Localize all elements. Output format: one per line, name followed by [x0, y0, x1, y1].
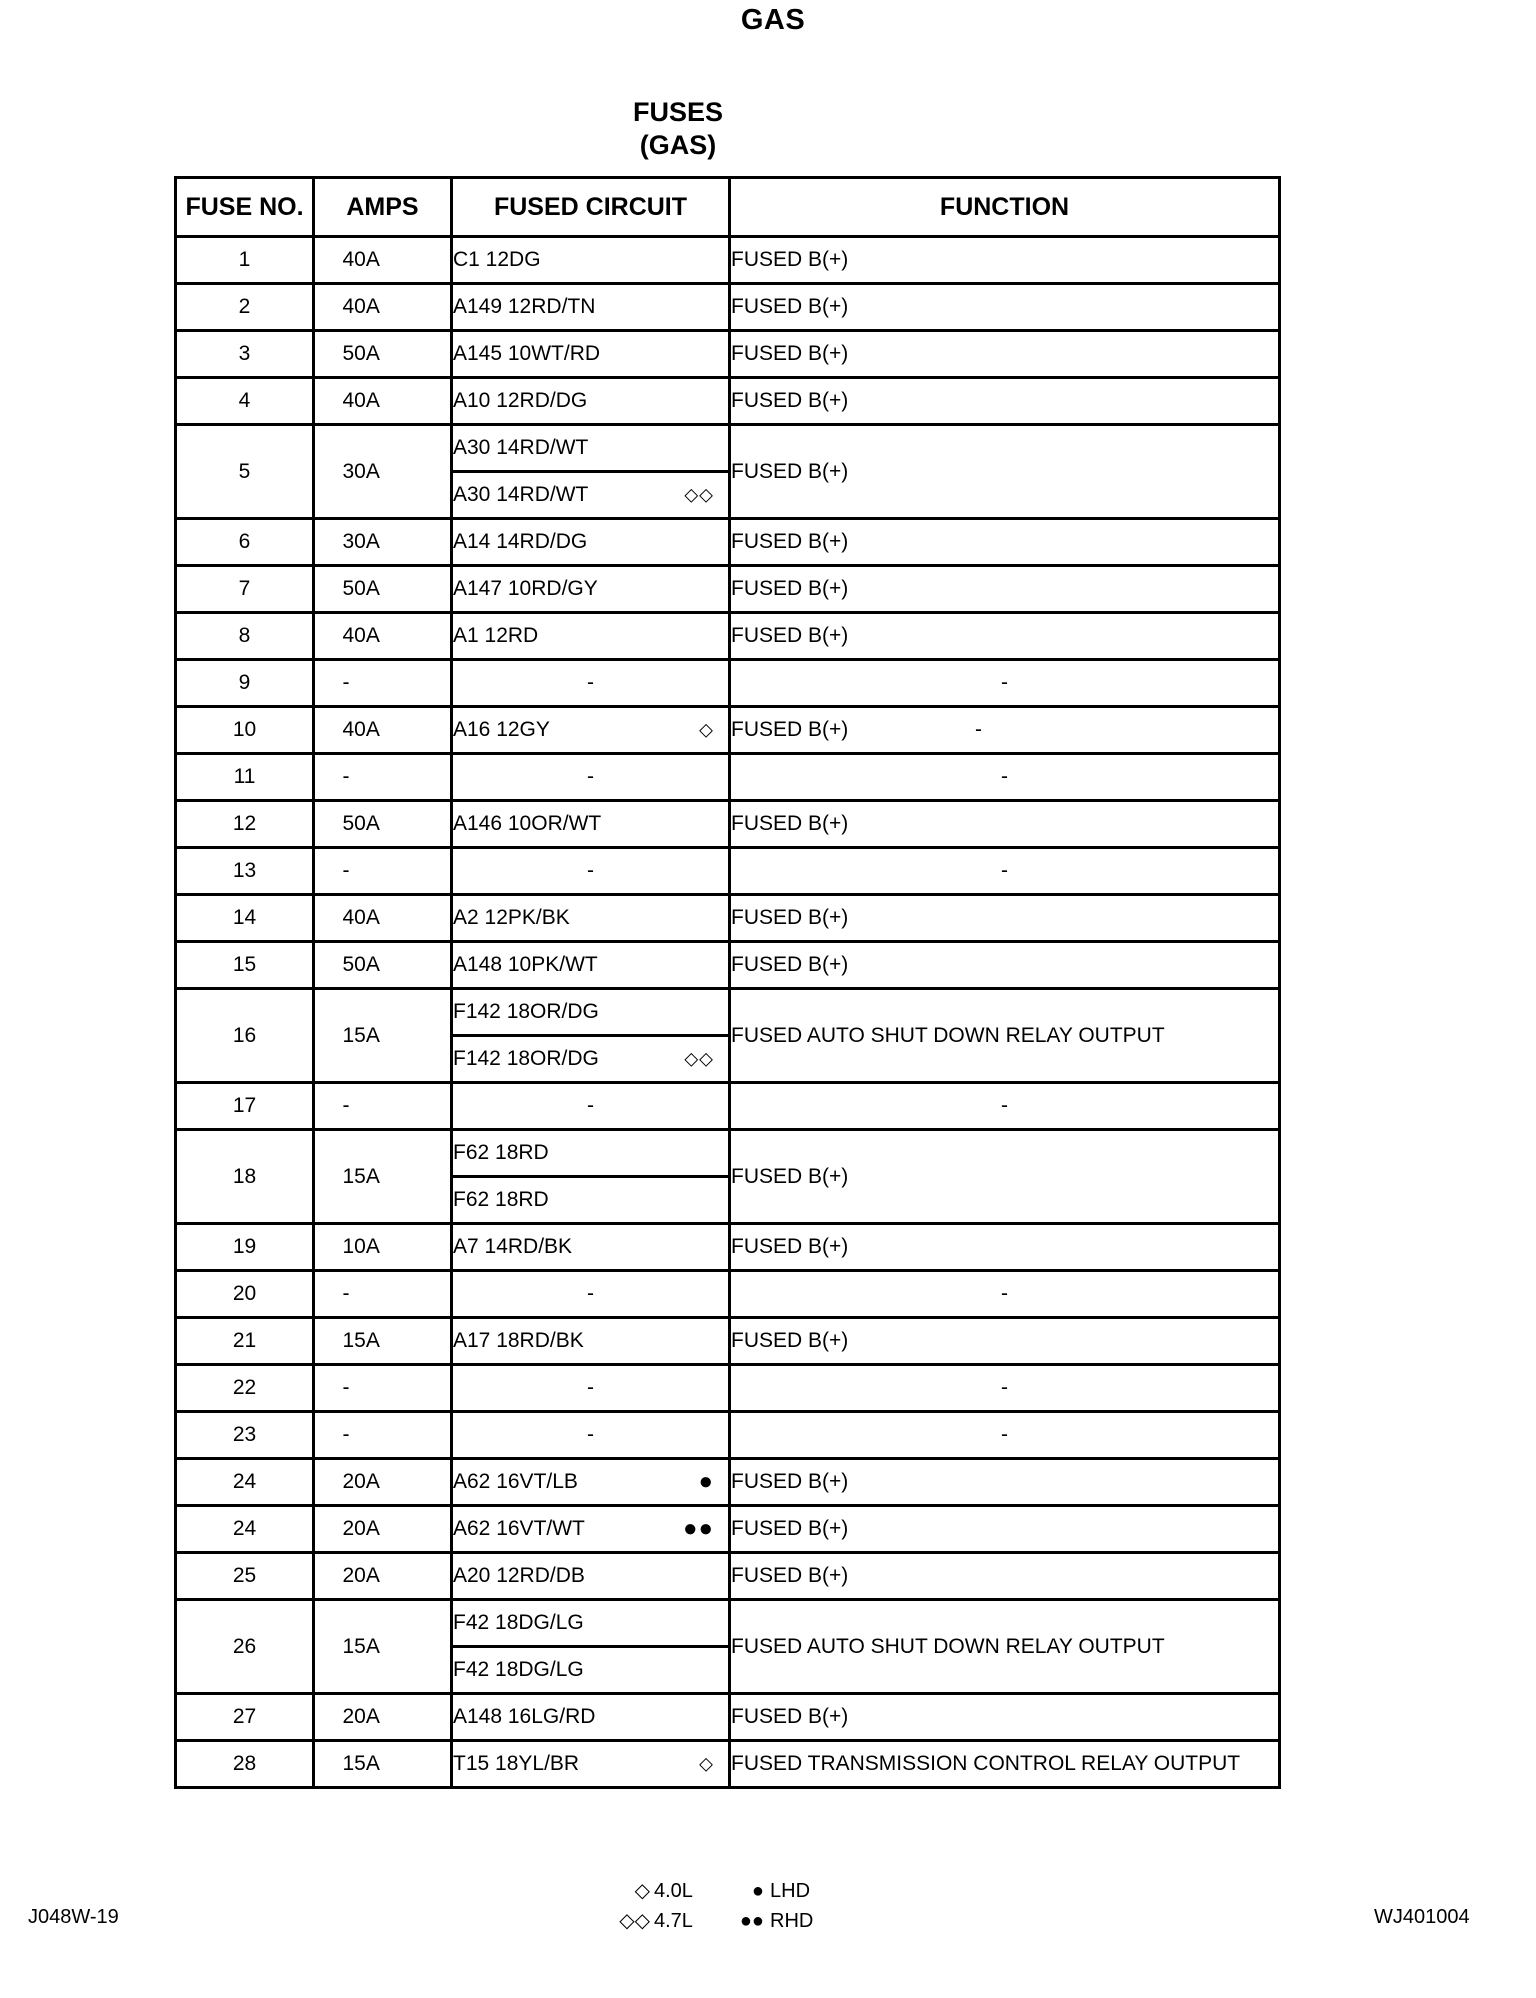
header-fused-circuit: FUSED CIRCUIT [452, 178, 730, 237]
fused-circuit-cell [452, 848, 730, 895]
table-row [176, 1459, 1280, 1506]
fused-circuit-value: A146 10OR/WT [453, 812, 602, 835]
table-row [176, 1130, 1280, 1177]
engine-variant-symbol: ◇◇ [684, 1048, 714, 1069]
amps-value: 30A [342, 459, 380, 483]
amps-value: 15A [342, 1634, 380, 1658]
fused-circuit-cell [452, 331, 730, 378]
fused-circuit-value: F62 18RD [453, 1141, 549, 1164]
fused-circuit-cell [452, 1224, 730, 1271]
fused-circuit-cell [452, 284, 730, 331]
function-cell [730, 1224, 1280, 1271]
function-cell [730, 1318, 1280, 1365]
amps-cell [314, 566, 452, 613]
function-cell [730, 1459, 1280, 1506]
legend-symbol: ● [751, 1880, 764, 1902]
amps-value: 40A [342, 718, 380, 741]
fused-circuit-value: F42 18DG/LG [453, 1611, 584, 1634]
fuse-number-cell: 7 [176, 566, 314, 613]
amps-cell [314, 378, 452, 425]
table-row [176, 237, 1280, 284]
fuse-number-cell: 1 [176, 237, 314, 284]
fused-circuit-cell [452, 989, 730, 1036]
amps-cell [314, 613, 452, 660]
amps-cell [314, 331, 452, 378]
table-row [176, 660, 1280, 707]
header-amps: AMPS [314, 178, 452, 237]
amps-cell [314, 1694, 452, 1741]
amps-value: 15A [342, 1164, 380, 1188]
function-cell [730, 1083, 1280, 1130]
fuse-number-cell: 25 [176, 1553, 314, 1600]
table-title [552, 96, 804, 162]
function-value: FUSED B(+) [731, 342, 849, 365]
amps-value: 15A [342, 1752, 380, 1775]
table-row [176, 801, 1280, 848]
function-value: FUSED B(+) [731, 1705, 849, 1728]
fused-circuit-cell [452, 519, 730, 566]
amps-cell [314, 1600, 452, 1694]
fuse-number-cell: 28 [176, 1741, 314, 1788]
function-value: - [1001, 859, 1008, 882]
fused-circuit-value: C1 12DG [453, 248, 541, 271]
fuse-number-cell: 3 [176, 331, 314, 378]
header-function: FUNCTION [730, 178, 1280, 237]
amps-cell [314, 801, 452, 848]
function-cell [730, 284, 1280, 331]
function-value: FUSED B(+) [731, 1470, 849, 1493]
function-cell [730, 519, 1280, 566]
fuse-number-cell: 16 [176, 989, 314, 1083]
figure-code-left: J048W-19 [28, 1906, 119, 1928]
table-title-line2: (GAS) [639, 130, 717, 160]
fused-circuit-value: - [587, 765, 594, 788]
function-cell [730, 754, 1280, 801]
function-value: - [1001, 1282, 1008, 1305]
fused-circuit-value: A147 10RD/GY [453, 577, 598, 600]
fused-circuit-cell [452, 1506, 730, 1553]
fused-circuit-value: - [587, 859, 594, 882]
fuse-number-cell: 20 [176, 1271, 314, 1318]
fuse-number-cell: 2 [176, 284, 314, 331]
amps-value: - [342, 671, 350, 694]
amps-value: 50A [342, 953, 380, 976]
table-row [176, 1365, 1280, 1412]
fuse-number-cell: 24 [176, 1506, 314, 1553]
table-row [176, 331, 1280, 378]
fused-circuit-cell [452, 1036, 730, 1083]
fuse-number-cell: 14 [176, 895, 314, 942]
amps-cell [314, 425, 452, 519]
fused-circuit-value: F62 18RD [453, 1188, 549, 1211]
fused-circuit-cell [452, 942, 730, 989]
fused-circuit-value: A30 14RD/WT [453, 436, 589, 459]
fused-circuit-value: - [587, 1423, 594, 1446]
function-value: FUSED B(+) [731, 1329, 849, 1352]
amps-cell [314, 707, 452, 754]
amps-value: 30A [342, 530, 380, 553]
table-row [176, 1318, 1280, 1365]
amps-value: 40A [342, 624, 380, 647]
legend-row [570, 1906, 813, 1936]
function-value: FUSED B(+) [731, 906, 849, 929]
fuse-number-cell: 24 [176, 1459, 314, 1506]
function-value: FUSED TRANSMISSION CONTROL RELAY OUTPUT [731, 1752, 1241, 1775]
fused-circuit-cell [452, 1083, 730, 1130]
fuse-number-cell: 8 [176, 613, 314, 660]
amps-value: 10A [342, 1235, 380, 1258]
function-value: FUSED AUTO SHUT DOWN RELAY OUTPUT [731, 1023, 1165, 1047]
amps-cell [314, 1741, 452, 1788]
amps-cell [314, 1083, 452, 1130]
function-value: FUSED B(+) [731, 1517, 849, 1540]
fuse-table [174, 176, 1281, 1789]
fuse-number-cell: 19 [176, 1224, 314, 1271]
amps-cell [314, 1459, 452, 1506]
function-cell [730, 1506, 1280, 1553]
fused-circuit-cell [452, 1553, 730, 1600]
function-value: FUSED B(+) [731, 624, 849, 647]
function-value: - [1001, 1376, 1008, 1399]
header-row [176, 178, 1280, 237]
function-cell [730, 707, 1280, 754]
engine-variant-symbol: ● [698, 1468, 714, 1495]
fused-circuit-value: F142 18OR/DG [453, 1047, 599, 1070]
legend [570, 1876, 813, 1936]
page-title: GAS [740, 4, 806, 36]
function-value: FUSED B(+) [731, 295, 849, 318]
table-row [176, 1553, 1280, 1600]
fused-circuit-cell [452, 1365, 730, 1412]
function-value: - [1001, 671, 1008, 694]
fused-circuit-value: A7 14RD/BK [453, 1235, 573, 1258]
function-cell [730, 848, 1280, 895]
fused-circuit-value: A20 12RD/DB [453, 1564, 585, 1587]
amps-value: 20A [342, 1564, 380, 1587]
amps-value: 40A [342, 248, 380, 271]
amps-cell [314, 942, 452, 989]
function-value: FUSED B(+) [731, 577, 849, 600]
fused-circuit-value: A10 12RD/DG [453, 389, 588, 412]
legend-symbol: ●● [739, 1910, 764, 1932]
legend-label: 4.0L [654, 1880, 693, 1902]
fused-circuit-value: A62 16VT/WT [453, 1517, 585, 1540]
table-row [176, 707, 1280, 754]
fused-circuit-value: F42 18DG/LG [453, 1658, 584, 1681]
fuse-number-cell: 13 [176, 848, 314, 895]
fused-circuit-cell [452, 472, 730, 519]
fused-circuit-value: A148 10PK/WT [453, 953, 598, 976]
table-row [176, 1083, 1280, 1130]
table-row [176, 848, 1280, 895]
legend-row [570, 1876, 813, 1906]
function-cell [730, 378, 1280, 425]
fused-circuit-cell [452, 1600, 730, 1647]
amps-cell [314, 1224, 452, 1271]
amps-cell [314, 895, 452, 942]
fused-circuit-cell [452, 895, 730, 942]
table-row [176, 1694, 1280, 1741]
amps-cell [314, 1506, 452, 1553]
table-row [176, 895, 1280, 942]
amps-value: 40A [342, 295, 380, 318]
table-row [176, 519, 1280, 566]
fused-circuit-cell [452, 1318, 730, 1365]
amps-value: - [342, 1282, 350, 1305]
header-fuse-no: FUSE NO. [176, 178, 314, 237]
amps-value: - [342, 1094, 350, 1117]
function-cell [730, 1741, 1280, 1788]
fuse-number-cell: 21 [176, 1318, 314, 1365]
legend-label: 4.7L [654, 1910, 693, 1932]
table-row [176, 1412, 1280, 1459]
legend-label: RHD [770, 1910, 814, 1932]
table-row [176, 942, 1280, 989]
function-cell [730, 895, 1280, 942]
fused-circuit-cell [452, 1271, 730, 1318]
amps-cell [314, 1553, 452, 1600]
function-cell [730, 1553, 1280, 1600]
function-cell [730, 331, 1280, 378]
function-value: FUSED B(+) [731, 812, 849, 835]
fuse-number-cell: 4 [176, 378, 314, 425]
fused-circuit-value: F142 18OR/DG [453, 1000, 599, 1023]
amps-value: - [342, 765, 350, 788]
fused-circuit-cell [452, 1177, 730, 1224]
fuse-number-cell: 18 [176, 1130, 314, 1224]
fused-circuit-cell [452, 1412, 730, 1459]
fused-circuit-cell [452, 707, 730, 754]
amps-cell [314, 1130, 452, 1224]
engine-variant-symbol: ●● [683, 1515, 714, 1542]
fused-circuit-cell [452, 1130, 730, 1177]
table-row [176, 613, 1280, 660]
fused-circuit-cell [452, 754, 730, 801]
function-value: FUSED B(+) [731, 1164, 849, 1188]
amps-value: 50A [342, 812, 380, 835]
function-cell [730, 1130, 1280, 1224]
table-title-line1: FUSES [632, 97, 724, 127]
function-cell [730, 942, 1280, 989]
amps-cell [314, 284, 452, 331]
function-cell [730, 1271, 1280, 1318]
table-row [176, 754, 1280, 801]
fuse-number-cell: 12 [176, 801, 314, 848]
function-cell [730, 660, 1280, 707]
fused-circuit-value: T15 18YL/BR [453, 1752, 580, 1775]
amps-value: 20A [342, 1470, 380, 1493]
function-extra-value: - [975, 718, 982, 741]
figure-code-right: WJ401004 [1374, 1906, 1470, 1928]
legend-symbol: ◇ [634, 1880, 650, 1902]
legend-label: LHD [770, 1880, 811, 1902]
amps-cell [314, 237, 452, 284]
function-cell [730, 1694, 1280, 1741]
function-cell [730, 1412, 1280, 1459]
amps-value: 40A [342, 906, 380, 929]
function-cell [730, 801, 1280, 848]
fused-circuit-value: - [587, 1282, 594, 1305]
table-row [176, 425, 1280, 472]
fused-circuit-value: A2 12PK/BK [453, 906, 570, 929]
table-row [176, 1506, 1280, 1553]
function-value: FUSED B(+) [731, 459, 849, 483]
amps-cell [314, 848, 452, 895]
fused-circuit-cell [452, 1647, 730, 1694]
amps-value: 20A [342, 1517, 380, 1540]
amps-cell [314, 989, 452, 1083]
fuse-number-cell: 10 [176, 707, 314, 754]
fuse-number-cell: 11 [176, 754, 314, 801]
fused-circuit-cell [452, 1741, 730, 1788]
function-value: - [1001, 1094, 1008, 1117]
amps-value: - [342, 1423, 350, 1446]
fuse-number-cell: 15 [176, 942, 314, 989]
fused-circuit-cell [452, 613, 730, 660]
table-row [176, 284, 1280, 331]
function-value: FUSED B(+) [731, 1235, 849, 1258]
fused-circuit-value: A1 12RD [453, 624, 539, 647]
fuse-number-cell: 27 [176, 1694, 314, 1741]
engine-variant-symbol: ◇ [699, 719, 714, 740]
amps-cell [314, 1412, 452, 1459]
table-row [176, 1600, 1280, 1647]
function-cell [730, 1365, 1280, 1412]
fused-circuit-cell [452, 237, 730, 284]
fuse-number-cell: 17 [176, 1083, 314, 1130]
fused-circuit-cell [452, 801, 730, 848]
fused-circuit-value: - [587, 671, 594, 694]
fused-circuit-value: A62 16VT/LB [453, 1470, 578, 1493]
function-value: FUSED B(+) [731, 530, 849, 553]
fuse-number-cell: 23 [176, 1412, 314, 1459]
function-cell [730, 425, 1280, 519]
fused-circuit-value: A17 18RD/BK [453, 1329, 584, 1352]
fused-circuit-value: A30 14RD/WT [453, 483, 589, 506]
fuse-number-cell: 9 [176, 660, 314, 707]
amps-cell [314, 660, 452, 707]
function-value: FUSED B(+) [731, 248, 849, 271]
function-cell [730, 613, 1280, 660]
table-row [176, 1271, 1280, 1318]
function-cell [730, 1600, 1280, 1694]
fused-circuit-value: A16 12GY [453, 718, 550, 741]
amps-cell [314, 1318, 452, 1365]
fused-circuit-value: - [587, 1376, 594, 1399]
fuse-number-cell: 22 [176, 1365, 314, 1412]
amps-value: 15A [342, 1329, 380, 1352]
amps-value: - [342, 859, 350, 882]
amps-value: - [342, 1376, 350, 1399]
table-row [176, 566, 1280, 613]
engine-variant-symbol: ◇ [699, 1753, 714, 1774]
table-row [176, 378, 1280, 425]
fused-circuit-cell [452, 1459, 730, 1506]
fuse-number-cell: 26 [176, 1600, 314, 1694]
function-cell [730, 989, 1280, 1083]
function-value: - [1001, 765, 1008, 788]
table-row [176, 1741, 1280, 1788]
fused-circuit-cell [452, 660, 730, 707]
amps-cell [314, 1271, 452, 1318]
fused-circuit-value: A14 14RD/DG [453, 530, 588, 553]
amps-value: 50A [342, 342, 380, 365]
fused-circuit-value: A148 16LG/RD [453, 1705, 596, 1728]
function-value: FUSED B(+) [731, 718, 849, 741]
amps-cell [314, 754, 452, 801]
table-row [176, 1224, 1280, 1271]
amps-value: 15A [342, 1023, 380, 1047]
function-cell [730, 566, 1280, 613]
fused-circuit-cell [452, 425, 730, 472]
function-cell [730, 237, 1280, 284]
amps-value: 50A [342, 577, 380, 600]
amps-value: 40A [342, 389, 380, 412]
table-row [176, 989, 1280, 1036]
fuse-number-cell: 5 [176, 425, 314, 519]
fused-circuit-cell [452, 566, 730, 613]
fuse-number-cell: 6 [176, 519, 314, 566]
function-value: FUSED B(+) [731, 389, 849, 412]
fuse-table-body [176, 237, 1280, 1788]
amps-cell [314, 519, 452, 566]
function-value: FUSED AUTO SHUT DOWN RELAY OUTPUT [731, 1634, 1165, 1658]
engine-variant-symbol: ◇◇ [684, 484, 714, 505]
fused-circuit-value: A149 12RD/TN [453, 295, 596, 318]
fused-circuit-value: - [587, 1094, 594, 1117]
function-value: FUSED B(+) [731, 1564, 849, 1587]
amps-cell [314, 1365, 452, 1412]
fused-circuit-cell [452, 1694, 730, 1741]
amps-value: 20A [342, 1705, 380, 1728]
function-value: FUSED B(+) [731, 953, 849, 976]
function-value: - [1001, 1423, 1008, 1446]
fused-circuit-cell [452, 378, 730, 425]
fused-circuit-value: A145 10WT/RD [453, 342, 601, 365]
legend-symbol: ◇◇ [619, 1910, 650, 1932]
